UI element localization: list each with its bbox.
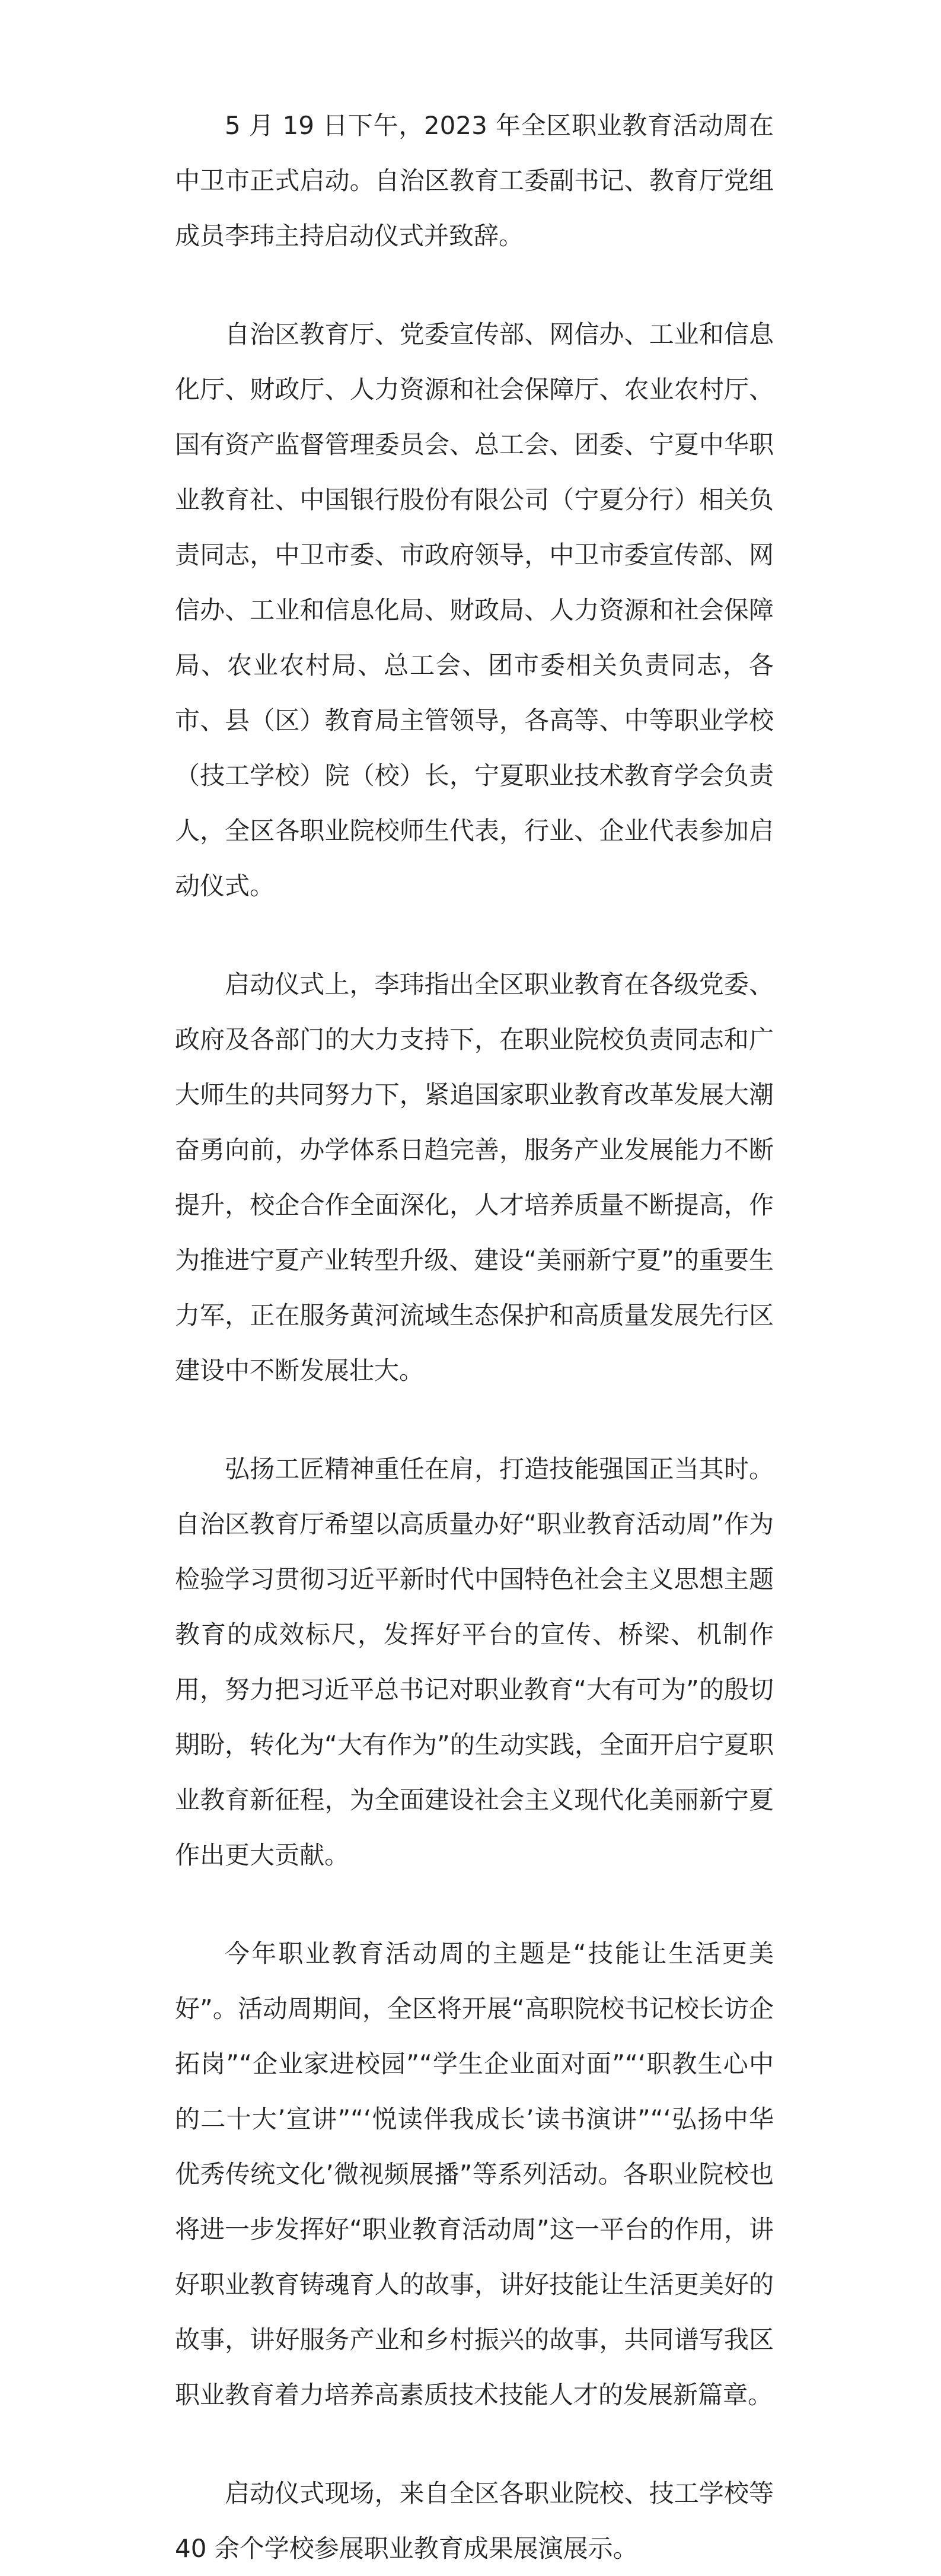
paragraph-launch: 5 月 19 日下午，2023 年全区职业教育活动周在中卫市正式启动。自治区教育工委副书记、教育厅党组成员李玮主持启动仪式并致辞。	[175, 111, 774, 250]
paragraph-craftsman-spirit: 弘扬工匠精神重任在肩，打造技能强国正当其时。自治区教育厅希望以高质量办好“职业教育活动周”作为检验学习贯彻习近平新时代中国特色社会主义思想主题教育的成效标尺，发挥好平台的宣传、桥梁、机制作用，努力把习近平总书记对职业教育“大有可为”的殷切期盼，转化为“大有作为”的生动实践，全面开启宁夏职业教育新征程，为全面建设社会主义现代化美丽新宁夏作出更大贡献。	[175, 1454, 774, 1870]
article-body	[175, 98, 774, 2576]
paragraph-speech: 启动仪式上，李玮指出全区职业教育在各级党委、政府及各部门的大力支持下，在职业院校负责同志和广大师生的共同努力下，紧追国家职业教育改革发展大潮奋勇向前，办学体系日趋完善，服务产业发展能力不断提升，校企合作全面深化，人才培养质量不断提高，作为推进宁夏产业转型升级、建设“美丽新宁夏”的重要生力军，正在服务黄河流域生态保护和高质量发展先行区建设中不断发展壮大。	[175, 970, 774, 1385]
paragraph-exhibition: 启动仪式现场，来自全区各职业院校、技工学校等 40 余个学校参展职业教育成果展演展示。	[175, 2479, 774, 2563]
paragraph-attendees: 自治区教育厅、党委宣传部、网信办、工业和信息化厅、财政厅、人力资源和社会保障厅、农业农村厅、国有资产监督管理委员会、总工会、团委、宁夏中华职业教育社、中国银行股份有限公司（宁夏分行）相关负责同志，中卫市委、市政府领导，中卫市委宣传部、网信办、工业和信息化局、财政局、人力资源和社会保障局、农业农村局、总工会、团市委相关负责同志，各市、县（区）教育局主管领导，各高等、中等职业学校（技工学校）院（校）长，宁夏职业技术教育学会负责人，全区各职业院校师生代表，行业、企业代表参加启动仪式。	[175, 320, 774, 900]
paragraph-theme-activities: 今年职业教育活动周的主题是“技能让生活更美好”。活动周期间，全区将开展“高职院校书记校长访企拓岗”“企业家进校园”“学生企业面对面”“‘职教生心中的二十大’宣讲”“‘悦读伴我成长’读书演讲”“‘弘扬中华优秀传统文化’微视频展播”等系列活动。各职业院校也将进一步发挥好“职业教育活动周”这一平台的作用，讲好职业教育铸魂育人的故事，讲好技能让生活更美好的故事，讲好服务产业和乡村振兴的故事，共同谱写我区职业教育着力培养高素质技术技能人才的发展新篇章。	[175, 1939, 774, 2409]
